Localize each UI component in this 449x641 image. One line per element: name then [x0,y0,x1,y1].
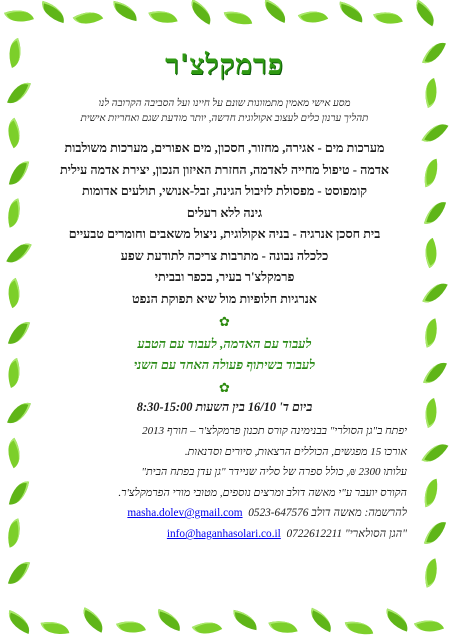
leaf-icon [260,0,290,23]
topic-item: גינה ללא רעלים [186,205,263,220]
details-line: הקורס יועבר ע"י מאשה דולב ומרצים נוספים, מטובי מורי הפרמקלצ'ר. [118,486,407,499]
leaf-icon [268,616,297,638]
leaf-icon [8,318,30,347]
leaf-icon [224,8,252,28]
leaf-icon [1,438,28,469]
leaf-icon [1,118,28,149]
leaf-icon [1,278,26,308]
details-line: אורכו 15 מפגשים, הכוללים הרצאות, סיורים וסדנאות. [184,445,407,458]
motto-line: לעבוד בשיתוף פעולה האחד עם השני [133,358,316,372]
leaf-icon [382,608,412,631]
leaf-icon [422,38,446,68]
leaf-icon [41,617,70,638]
leaf-icon [111,1,139,21]
leaf-icon [373,6,403,29]
leaf-icon [414,614,444,639]
flower-icon: ✿ [219,381,230,396]
topics-list [32,138,417,310]
email-link[interactable]: masha.dolev@gmail.com [127,507,243,519]
leaf-icon [423,358,447,388]
leaf-icon [9,479,29,507]
leaf-icon [154,609,183,631]
organization-email-link[interactable]: info@haganhasolari.co.il [166,528,281,540]
leaf-icon [421,479,441,507]
leaf-icon [306,608,336,633]
leaf-icon [73,5,104,32]
organization-label: "הגן הסולארי" 0722612211 [286,528,407,540]
organization-line [32,524,417,545]
topic-item: בית חסכן אנרגיה - בניה אקולוגית, ניצול משאבים וחומרים טבעיים [68,227,381,241]
topic-item: אדמה - טיפול מחייה לאדמה, החזרת האיזון הנכון, יצירת אדמה עילית [59,162,389,177]
leaf-icon [116,615,146,639]
leaf-icon [38,1,67,23]
leaf-icon [418,238,443,268]
leaf-icon [345,618,373,638]
motto-line: לעבוד עם האדמה, לעבוד עם הטבע [137,337,312,351]
event-date: ביום ד' 16/10 בין השעות 8:30-15:00 [136,400,313,414]
intro-text [32,96,417,126]
flower-icon: ✿ [219,315,230,330]
course-details [32,421,417,503]
leaf-icon [422,118,449,149]
leaf-icon [186,0,216,25]
leaf-icon [419,78,443,108]
registration-label: להרשמה: מאשה דולב 0523-647576 [248,507,407,519]
leaf-icon [421,159,441,187]
leaf-icon [3,198,25,227]
leaf-icon [422,438,449,469]
leaf-icon [4,4,34,28]
topic-item: אנרגיות חלופיות מול שיא תפוקת הנפט [132,291,317,306]
topic-item: פרמקלצ'ר בעיר, בכפר ובביתי [154,270,295,284]
leaf-icon [192,615,222,641]
leaf-icon [3,38,27,68]
leaf-icon [2,358,26,388]
flyer-content [32,30,417,602]
intro-line: מסע אישי מאמין מתמוונות שונם על חיינו ועל הסביבה הקרובה לנו [98,98,351,109]
leaf-icon [7,78,31,108]
registration-line [32,503,417,524]
intro-line: תהליך ערנון כלים לעצוב אקולוגית חדשה, יותר מודעת שגם ואחריות אישית [80,113,369,124]
details-line: יפתח ב"גן הסולרי" בבנימינה קורס תכנון פרמקלצ'ר – חורף 2013 [142,425,407,437]
leaf-icon [7,398,31,428]
leaf-icon [424,198,446,227]
leaf-icon [422,278,447,308]
leaf-icon [78,607,108,632]
leaf-icon [419,398,443,428]
topic-item: כלכלה נבונה - מתרבות צריכה לתודעת שפע [120,248,329,263]
leaf-icon [298,4,328,29]
leaf-icon [410,0,441,26]
leaf-icon [148,6,177,28]
leaf-icon [420,558,442,587]
leaf-icon [9,159,29,187]
leaf-icon [420,318,442,347]
leaf-icon [4,610,34,634]
details-line: עלותו 2300 ₪, כולל ספרה של סליה שניידר "גן עדן בפתח הבית" [141,466,407,478]
leaf-icon [424,518,446,547]
leaf-icon [337,1,366,22]
leaf-icon [8,558,30,587]
page-title: פרמקלצ'ר [165,48,284,81]
leaf-icon [231,610,259,630]
leaf-icon [6,238,31,268]
topic-item: קומפוסט - מפסולת לזיבול הגינה, זבל-אנושי, תולעים אדומות [81,184,368,198]
topic-item: מערכות מים - אגירה, מחזור, חסכון, מים אפורים, מערכות משולבות [64,141,385,155]
leaf-icon [3,518,25,547]
